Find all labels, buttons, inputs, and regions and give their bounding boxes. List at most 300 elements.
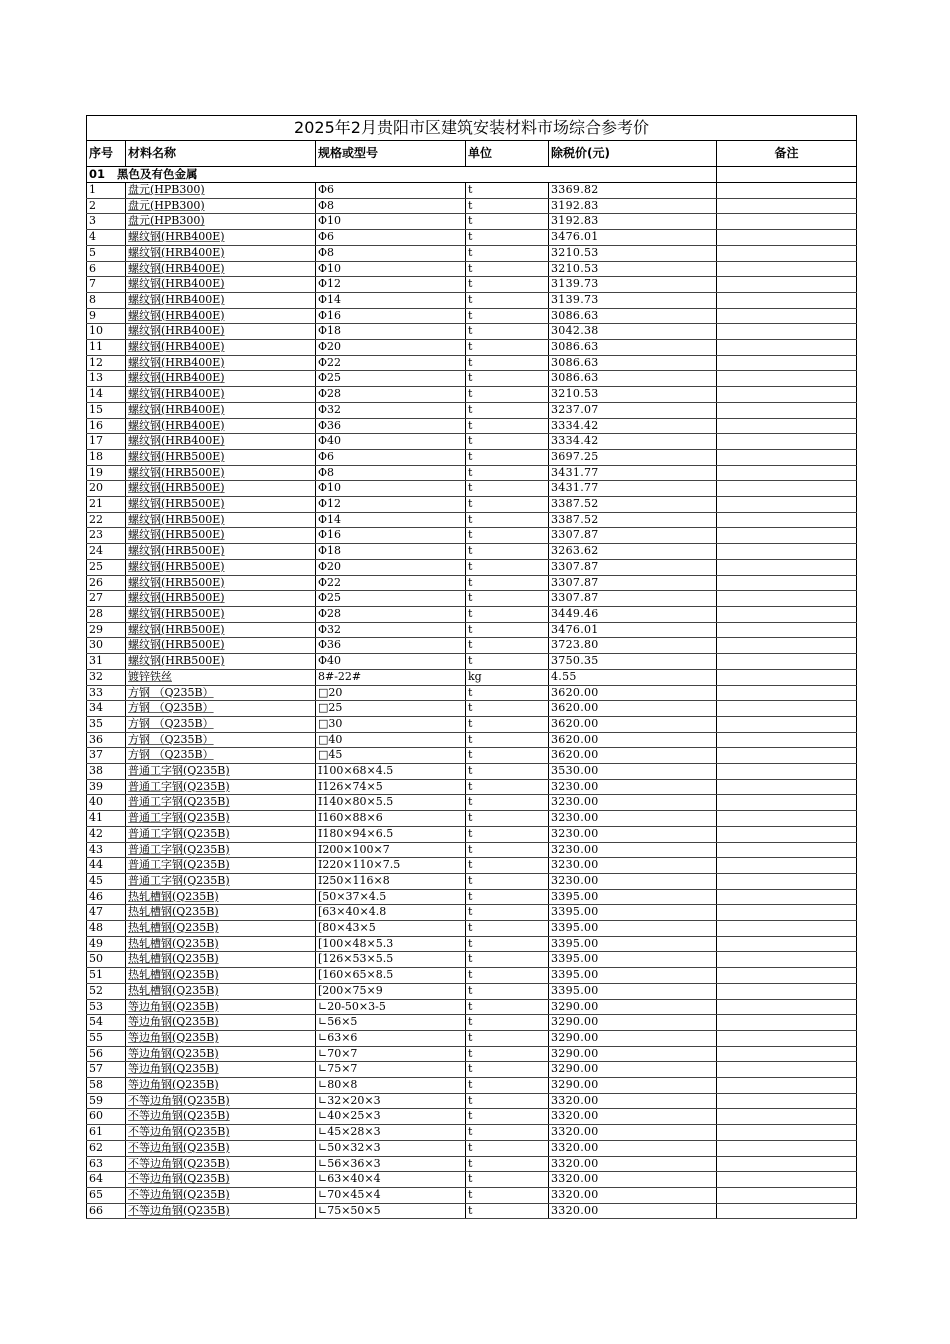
row-seq: 42 xyxy=(87,826,126,842)
table-row xyxy=(87,889,857,905)
row-remark xyxy=(717,559,857,575)
row-unit: t xyxy=(466,559,549,575)
row-name: 螺纹钢(HRB500E) xyxy=(126,544,316,560)
row-name: 螺纹钢(HRB500E) xyxy=(126,638,316,654)
table-row xyxy=(87,921,857,937)
row-remark xyxy=(717,1078,857,1094)
row-unit: t xyxy=(466,528,549,544)
row-unit: t xyxy=(466,654,549,670)
row-seq: 62 xyxy=(87,1140,126,1156)
row-spec: Φ32 xyxy=(316,622,466,638)
table-row xyxy=(87,528,857,544)
row-unit: t xyxy=(466,983,549,999)
row-price: 3320.00 xyxy=(549,1172,717,1188)
row-remark xyxy=(717,716,857,732)
row-seq: 58 xyxy=(87,1078,126,1094)
row-remark xyxy=(717,198,857,214)
table-row xyxy=(87,402,857,418)
row-seq: 34 xyxy=(87,701,126,717)
row-remark xyxy=(717,858,857,874)
row-remark xyxy=(717,795,857,811)
row-unit: t xyxy=(466,371,549,387)
row-name: 螺纹钢(HRB400E) xyxy=(126,308,316,324)
row-seq: 35 xyxy=(87,716,126,732)
row-name: 盘元(HPB300) xyxy=(126,183,316,199)
row-unit: t xyxy=(466,449,549,465)
row-seq: 61 xyxy=(87,1125,126,1141)
row-unit: t xyxy=(466,387,549,403)
row-price: 3395.00 xyxy=(549,889,717,905)
row-unit: t xyxy=(466,481,549,497)
row-remark xyxy=(717,230,857,246)
row-price: 3320.00 xyxy=(549,1203,717,1219)
row-spec: Φ8 xyxy=(316,245,466,261)
row-unit: t xyxy=(466,214,549,230)
row-price: 3431.77 xyxy=(549,465,717,481)
table-row xyxy=(87,606,857,622)
row-price: 3139.73 xyxy=(549,292,717,308)
row-spec: Φ8 xyxy=(316,465,466,481)
row-remark xyxy=(717,764,857,780)
row-name: 热轧槽钢(Q235B) xyxy=(126,889,316,905)
row-spec: I126×74×5 xyxy=(316,779,466,795)
row-remark xyxy=(717,701,857,717)
row-seq: 6 xyxy=(87,261,126,277)
table-row xyxy=(87,324,857,340)
table-row xyxy=(87,983,857,999)
row-price: 3307.87 xyxy=(549,528,717,544)
row-name: 普通工字钢(Q235B) xyxy=(126,795,316,811)
row-spec: Φ22 xyxy=(316,575,466,591)
row-unit: t xyxy=(466,292,549,308)
row-price: 3334.42 xyxy=(549,418,717,434)
row-spec: I100×68×4.5 xyxy=(316,764,466,780)
row-seq: 33 xyxy=(87,685,126,701)
row-spec: Φ40 xyxy=(316,434,466,450)
row-seq: 36 xyxy=(87,732,126,748)
row-remark xyxy=(717,669,857,685)
row-price: 3395.00 xyxy=(549,921,717,937)
table-row xyxy=(87,685,857,701)
row-spec: I200×100×7 xyxy=(316,842,466,858)
row-unit: t xyxy=(466,1109,549,1125)
row-unit: t xyxy=(466,858,549,874)
row-name: 不等边角钢(Q235B) xyxy=(126,1125,316,1141)
row-spec: Φ20 xyxy=(316,559,466,575)
row-price: 3139.73 xyxy=(549,277,717,293)
row-seq: 32 xyxy=(87,669,126,685)
row-seq: 46 xyxy=(87,889,126,905)
row-name: 不等边角钢(Q235B) xyxy=(126,1203,316,1219)
row-remark xyxy=(717,811,857,827)
row-spec: ∟56×5 xyxy=(316,1015,466,1031)
row-unit: t xyxy=(466,1125,549,1141)
row-remark xyxy=(717,889,857,905)
header-unit: 单位 xyxy=(466,141,549,167)
row-remark xyxy=(717,606,857,622)
row-seq: 13 xyxy=(87,371,126,387)
row-unit: t xyxy=(466,245,549,261)
row-price: 3290.00 xyxy=(549,1015,717,1031)
row-price: 3395.00 xyxy=(549,968,717,984)
row-spec: □25 xyxy=(316,701,466,717)
table-row xyxy=(87,591,857,607)
row-price: 3697.25 xyxy=(549,449,717,465)
row-remark xyxy=(717,983,857,999)
row-remark xyxy=(717,732,857,748)
table-row xyxy=(87,1062,857,1078)
table-row xyxy=(87,1125,857,1141)
row-price: 3230.00 xyxy=(549,858,717,874)
row-name: 盘元(HPB300) xyxy=(126,214,316,230)
row-name: 热轧槽钢(Q235B) xyxy=(126,905,316,921)
row-seq: 60 xyxy=(87,1109,126,1125)
row-seq: 50 xyxy=(87,952,126,968)
row-price: 3750.35 xyxy=(549,654,717,670)
table-row xyxy=(87,465,857,481)
row-price: 3395.00 xyxy=(549,905,717,921)
row-seq: 66 xyxy=(87,1203,126,1219)
row-seq: 41 xyxy=(87,811,126,827)
row-seq: 17 xyxy=(87,434,126,450)
row-unit: t xyxy=(466,1188,549,1204)
row-seq: 47 xyxy=(87,905,126,921)
row-spec: ∟80×8 xyxy=(316,1078,466,1094)
table-row xyxy=(87,434,857,450)
row-unit: t xyxy=(466,748,549,764)
row-price: 3290.00 xyxy=(549,1062,717,1078)
row-unit: t xyxy=(466,1172,549,1188)
row-seq: 29 xyxy=(87,622,126,638)
row-price: 3086.63 xyxy=(549,308,717,324)
row-remark xyxy=(717,183,857,199)
table-row xyxy=(87,936,857,952)
row-unit: t xyxy=(466,889,549,905)
row-unit: t xyxy=(466,732,549,748)
row-remark xyxy=(717,481,857,497)
header-name: 材料名称 xyxy=(126,141,316,167)
row-remark xyxy=(717,936,857,952)
row-remark xyxy=(717,622,857,638)
row-unit: t xyxy=(466,638,549,654)
row-spec: Φ16 xyxy=(316,528,466,544)
row-spec: Φ20 xyxy=(316,340,466,356)
row-price: 3290.00 xyxy=(549,1030,717,1046)
row-seq: 18 xyxy=(87,449,126,465)
row-unit: t xyxy=(466,1078,549,1094)
row-price: 3723.80 xyxy=(549,638,717,654)
row-spec: □20 xyxy=(316,685,466,701)
row-unit: t xyxy=(466,826,549,842)
row-unit: t xyxy=(466,575,549,591)
row-name: 普通工字钢(Q235B) xyxy=(126,842,316,858)
row-price: 3307.87 xyxy=(549,575,717,591)
row-unit: kg xyxy=(466,669,549,685)
row-seq: 57 xyxy=(87,1062,126,1078)
row-spec: Φ10 xyxy=(316,214,466,230)
row-unit: t xyxy=(466,795,549,811)
table-row xyxy=(87,811,857,827)
row-remark xyxy=(717,654,857,670)
row-unit: t xyxy=(466,952,549,968)
category-label xyxy=(87,167,717,183)
row-unit: t xyxy=(466,764,549,780)
row-unit: t xyxy=(466,340,549,356)
row-remark xyxy=(717,1109,857,1125)
row-unit: t xyxy=(466,497,549,513)
row-seq: 37 xyxy=(87,748,126,764)
header-remark: 备注 xyxy=(717,141,857,167)
row-unit: t xyxy=(466,1062,549,1078)
row-unit: t xyxy=(466,183,549,199)
row-spec: I160×88×6 xyxy=(316,811,466,827)
row-name: 螺纹钢(HRB500E) xyxy=(126,481,316,497)
row-spec: Φ8 xyxy=(316,198,466,214)
row-seq: 19 xyxy=(87,465,126,481)
row-remark xyxy=(717,905,857,921)
row-spec: Φ12 xyxy=(316,497,466,513)
row-price: 3042.38 xyxy=(549,324,717,340)
row-name: 普通工字钢(Q235B) xyxy=(126,873,316,889)
row-name: 热轧槽钢(Q235B) xyxy=(126,952,316,968)
row-name: 螺纹钢(HRB400E) xyxy=(126,418,316,434)
table-row xyxy=(87,873,857,889)
table-row xyxy=(87,418,857,434)
row-remark xyxy=(717,638,857,654)
row-unit: t xyxy=(466,921,549,937)
row-unit: t xyxy=(466,1203,549,1219)
row-unit: t xyxy=(466,230,549,246)
row-name: 等边角钢(Q235B) xyxy=(126,1015,316,1031)
row-remark xyxy=(717,1188,857,1204)
row-spec: ∟56×36×3 xyxy=(316,1156,466,1172)
row-unit: t xyxy=(466,1015,549,1031)
row-price: 3395.00 xyxy=(549,983,717,999)
row-seq: 52 xyxy=(87,983,126,999)
row-seq: 39 xyxy=(87,779,126,795)
row-price: 3395.00 xyxy=(549,936,717,952)
row-spec: Φ16 xyxy=(316,308,466,324)
row-unit: t xyxy=(466,716,549,732)
row-seq: 54 xyxy=(87,1015,126,1031)
table-row xyxy=(87,1078,857,1094)
row-unit: t xyxy=(466,355,549,371)
row-remark xyxy=(717,371,857,387)
table-row xyxy=(87,716,857,732)
row-seq: 56 xyxy=(87,1046,126,1062)
row-spec: ∟45×28×3 xyxy=(316,1125,466,1141)
row-name: 螺纹钢(HRB400E) xyxy=(126,387,316,403)
row-spec: Φ10 xyxy=(316,261,466,277)
row-seq: 44 xyxy=(87,858,126,874)
row-unit: t xyxy=(466,936,549,952)
row-unit: t xyxy=(466,606,549,622)
row-price: 3530.00 xyxy=(549,764,717,780)
table-row xyxy=(87,355,857,371)
row-unit: t xyxy=(466,701,549,717)
row-name: 螺纹钢(HRB400E) xyxy=(126,355,316,371)
table-row xyxy=(87,544,857,560)
row-price: 3290.00 xyxy=(549,999,717,1015)
row-name: 螺纹钢(HRB400E) xyxy=(126,277,316,293)
row-name: 方钢 （Q235B） xyxy=(126,701,316,717)
row-spec: Φ14 xyxy=(316,292,466,308)
row-name: 螺纹钢(HRB500E) xyxy=(126,559,316,575)
row-remark xyxy=(717,261,857,277)
row-unit: t xyxy=(466,779,549,795)
row-price: 3320.00 xyxy=(549,1140,717,1156)
row-remark xyxy=(717,952,857,968)
table-row xyxy=(87,1172,857,1188)
row-remark xyxy=(717,418,857,434)
row-remark xyxy=(717,355,857,371)
row-name: 螺纹钢(HRB400E) xyxy=(126,245,316,261)
table-row xyxy=(87,1140,857,1156)
table-row xyxy=(87,183,857,199)
table-row xyxy=(87,748,857,764)
row-price: 3320.00 xyxy=(549,1188,717,1204)
row-name: 螺纹钢(HRB500E) xyxy=(126,575,316,591)
row-name: 螺纹钢(HRB500E) xyxy=(126,497,316,513)
row-spec: ∟20-50×3-5 xyxy=(316,999,466,1015)
row-spec: Φ18 xyxy=(316,324,466,340)
row-name: 普通工字钢(Q235B) xyxy=(126,764,316,780)
row-spec: □45 xyxy=(316,748,466,764)
row-name: 等边角钢(Q235B) xyxy=(126,1062,316,1078)
row-price: 3290.00 xyxy=(549,1046,717,1062)
row-name: 螺纹钢(HRB400E) xyxy=(126,292,316,308)
table-row xyxy=(87,842,857,858)
row-name: 方钢 （Q235B） xyxy=(126,748,316,764)
row-seq: 55 xyxy=(87,1030,126,1046)
row-name: 螺纹钢(HRB500E) xyxy=(126,465,316,481)
row-spec: Φ25 xyxy=(316,371,466,387)
table-row xyxy=(87,1109,857,1125)
table-row xyxy=(87,261,857,277)
row-spec: [80×43×5 xyxy=(316,921,466,937)
row-name: 螺纹钢(HRB400E) xyxy=(126,324,316,340)
row-price: 3320.00 xyxy=(549,1125,717,1141)
row-spec: ∟63×6 xyxy=(316,1030,466,1046)
row-spec: ∟50×32×3 xyxy=(316,1140,466,1156)
row-seq: 9 xyxy=(87,308,126,324)
row-seq: 23 xyxy=(87,528,126,544)
row-name: 螺纹钢(HRB500E) xyxy=(126,449,316,465)
row-unit: t xyxy=(466,418,549,434)
row-name: 不等边角钢(Q235B) xyxy=(126,1093,316,1109)
row-spec: [200×75×9 xyxy=(316,983,466,999)
row-price: 3230.00 xyxy=(549,779,717,795)
row-price: 3307.87 xyxy=(549,559,717,575)
row-name: 螺纹钢(HRB400E) xyxy=(126,230,316,246)
row-name: 螺纹钢(HRB500E) xyxy=(126,512,316,528)
header-seq: 序号 xyxy=(87,141,126,167)
row-remark xyxy=(717,387,857,403)
row-unit: t xyxy=(466,999,549,1015)
category-row xyxy=(87,167,857,183)
row-seq: 12 xyxy=(87,355,126,371)
row-spec: ∟63×40×4 xyxy=(316,1172,466,1188)
table-row xyxy=(87,371,857,387)
row-name: 不等边角钢(Q235B) xyxy=(126,1109,316,1125)
row-name: 螺纹钢(HRB400E) xyxy=(126,434,316,450)
row-unit: t xyxy=(466,622,549,638)
row-unit: t xyxy=(466,1030,549,1046)
row-seq: 3 xyxy=(87,214,126,230)
row-spec: Φ36 xyxy=(316,638,466,654)
row-seq: 21 xyxy=(87,497,126,513)
row-remark xyxy=(717,214,857,230)
row-price: 3230.00 xyxy=(549,826,717,842)
row-price: 3210.53 xyxy=(549,245,717,261)
row-remark xyxy=(717,449,857,465)
row-unit: t xyxy=(466,842,549,858)
row-price: 3086.63 xyxy=(549,355,717,371)
row-name: 螺纹钢(HRB400E) xyxy=(126,261,316,277)
row-price: 3620.00 xyxy=(549,685,717,701)
row-price: 3290.00 xyxy=(549,1078,717,1094)
table-row xyxy=(87,292,857,308)
row-seq: 51 xyxy=(87,968,126,984)
row-price: 3192.83 xyxy=(549,198,717,214)
row-seq: 22 xyxy=(87,512,126,528)
table-row xyxy=(87,277,857,293)
table-row xyxy=(87,1093,857,1109)
row-remark xyxy=(717,1015,857,1031)
row-remark xyxy=(717,1203,857,1219)
row-seq: 49 xyxy=(87,936,126,952)
row-spec: □30 xyxy=(316,716,466,732)
table-row xyxy=(87,1046,857,1062)
row-remark xyxy=(717,1172,857,1188)
row-spec: 8#-22# xyxy=(316,669,466,685)
row-name: 螺纹钢(HRB400E) xyxy=(126,402,316,418)
row-name: 普通工字钢(Q235B) xyxy=(126,811,316,827)
row-spec: [50×37×4.5 xyxy=(316,889,466,905)
row-seq: 8 xyxy=(87,292,126,308)
row-name: 热轧槽钢(Q235B) xyxy=(126,968,316,984)
row-remark xyxy=(717,512,857,528)
row-seq: 2 xyxy=(87,198,126,214)
row-remark xyxy=(717,921,857,937)
row-seq: 64 xyxy=(87,1172,126,1188)
row-remark xyxy=(717,497,857,513)
row-spec: Φ36 xyxy=(316,418,466,434)
row-unit: t xyxy=(466,465,549,481)
row-spec: [100×48×5.3 xyxy=(316,936,466,952)
row-price: 3230.00 xyxy=(549,811,717,827)
row-seq: 26 xyxy=(87,575,126,591)
table-row xyxy=(87,826,857,842)
row-price: 3620.00 xyxy=(549,748,717,764)
row-seq: 5 xyxy=(87,245,126,261)
row-unit: t xyxy=(466,198,549,214)
row-spec: Φ14 xyxy=(316,512,466,528)
row-price: 3210.53 xyxy=(549,387,717,403)
row-unit: t xyxy=(466,1140,549,1156)
row-name: 方钢 （Q235B） xyxy=(126,716,316,732)
table-row xyxy=(87,1188,857,1204)
row-name: 不等边角钢(Q235B) xyxy=(126,1156,316,1172)
row-name: 镀锌铁丝 xyxy=(126,669,316,685)
row-seq: 48 xyxy=(87,921,126,937)
row-spec: [126×53×5.5 xyxy=(316,952,466,968)
row-price: 3210.53 xyxy=(549,261,717,277)
category-code: 01 xyxy=(89,167,106,182)
row-unit: t xyxy=(466,544,549,560)
table-row xyxy=(87,387,857,403)
table-row xyxy=(87,638,857,654)
